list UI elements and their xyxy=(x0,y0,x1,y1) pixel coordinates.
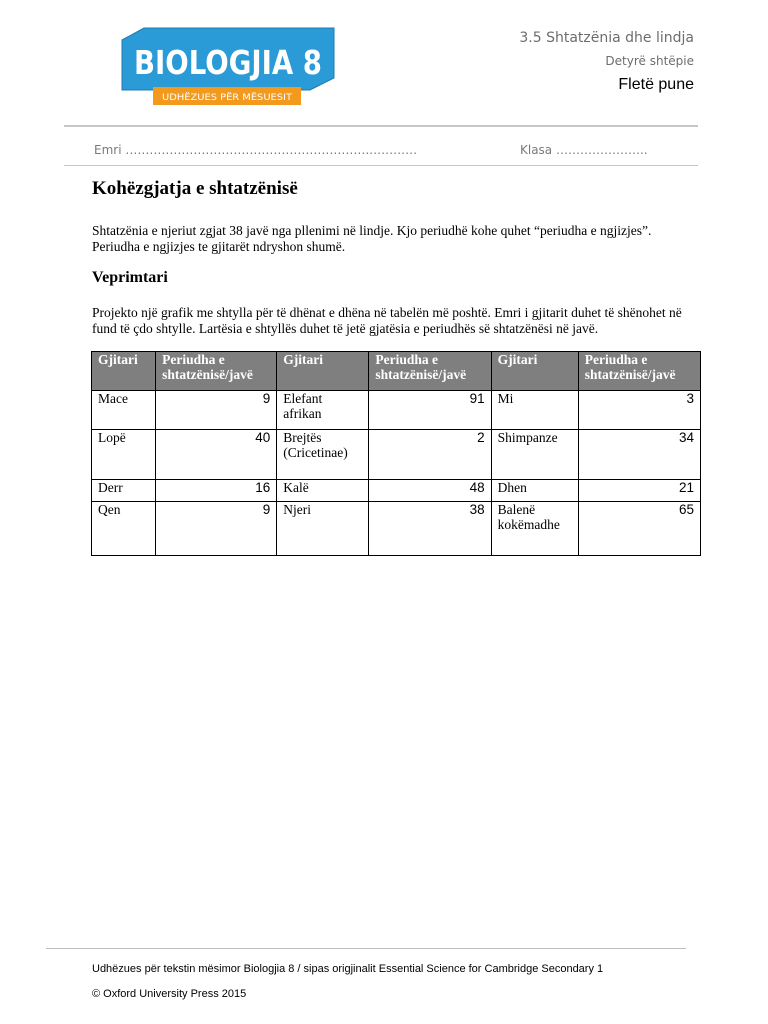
activity-heading: Veprimtari xyxy=(92,269,168,286)
mammal-cell: Kalë xyxy=(277,480,369,502)
biologjia-logo xyxy=(120,28,335,106)
logo-subtitle: UDHËZUES PËR MËSUESIT xyxy=(162,93,274,103)
worksheet-label: Fletë pune xyxy=(618,76,694,93)
mammal-cell: Shimpanze xyxy=(491,430,578,480)
weeks-cell: 2 xyxy=(369,430,491,480)
table-row xyxy=(92,430,701,480)
weeks-cell: 91 xyxy=(369,391,491,430)
mammal-cell: Mi xyxy=(491,391,578,430)
mammal-cell: Qen xyxy=(92,502,156,556)
weeks-cell: 3 xyxy=(578,391,700,430)
header-mammal: Gjitari xyxy=(491,352,578,391)
weeks-cell: 9 xyxy=(156,391,277,430)
gestation-table xyxy=(91,351,701,556)
header-mammal: Gjitari xyxy=(277,352,369,391)
weeks-cell: 16 xyxy=(156,480,277,502)
header-divider xyxy=(64,125,698,127)
footer-divider xyxy=(46,948,686,949)
name-divider xyxy=(64,165,698,166)
mammal-cell: Brejtës (Cricetinae) xyxy=(277,430,369,480)
logo-title: BIOLOGJIA 8 xyxy=(134,43,322,82)
mammal-cell: Balenë kokëmadhe xyxy=(491,502,578,556)
mammal-cell: Mace xyxy=(92,391,156,430)
table-row xyxy=(92,502,701,556)
footer-source: Udhëzues për tekstin mësimor Biologjia 8 / sipas origjinalit Essential Science for Cambridge Secondary 1 xyxy=(92,963,604,975)
table-row xyxy=(92,391,701,430)
header-mammal: Gjitari xyxy=(92,352,156,391)
page-title: Kohëzgjatja e shtatzënisë xyxy=(92,178,298,199)
weeks-cell: 38 xyxy=(369,502,491,556)
name-field[interactable]: Emri …………………………………………………….………… xyxy=(94,143,418,157)
class-field[interactable]: Klasa ………………….. xyxy=(520,143,648,157)
mammal-cell: Elefant afrikan xyxy=(277,391,369,430)
weeks-cell: 21 xyxy=(578,480,700,502)
table-header-row xyxy=(92,352,701,391)
header-gestation: Periudha e shtatzënisë/javë xyxy=(369,352,491,391)
mammal-cell: Njeri xyxy=(277,502,369,556)
mammal-cell: Dhen xyxy=(491,480,578,502)
weeks-cell: 48 xyxy=(369,480,491,502)
homework-label: Detyrë shtëpie xyxy=(605,54,694,68)
table-row xyxy=(92,480,701,502)
mammal-cell: Derr xyxy=(92,480,156,502)
mammal-cell: Lopë xyxy=(92,430,156,480)
weeks-cell: 9 xyxy=(156,502,277,556)
weeks-cell: 40 xyxy=(156,430,277,480)
header-gestation: Periudha e shtatzënisë/javë xyxy=(156,352,277,391)
activity-paragraph: Projekto një grafik me shtylla për të dhënat e dhëna në tabelën më poshtë. Emri i gjitarit duhet të shënohet në fund të çdo shtylle. Lartësia e shtyllës duhet të jetë gjatësia e periudhës së shtatzënësi në javë. xyxy=(92,305,682,336)
header-gestation: Periudha e shtatzënisë/javë xyxy=(578,352,700,391)
weeks-cell: 34 xyxy=(578,430,700,480)
weeks-cell: 65 xyxy=(578,502,700,556)
intro-paragraph: Shtatzënia e njeriut zgjat 38 javë nga pllenimi në lindje. Kjo periudhë kohe quhet “periudha e ngjizjes”. Periudha e ngjizjes te gjitarët ndryshon shumë. xyxy=(92,223,652,254)
footer-copyright: © Oxford University Press 2015 xyxy=(92,988,247,1000)
lesson-title: 3.5 Shtatzënia dhe lindja xyxy=(519,30,694,46)
